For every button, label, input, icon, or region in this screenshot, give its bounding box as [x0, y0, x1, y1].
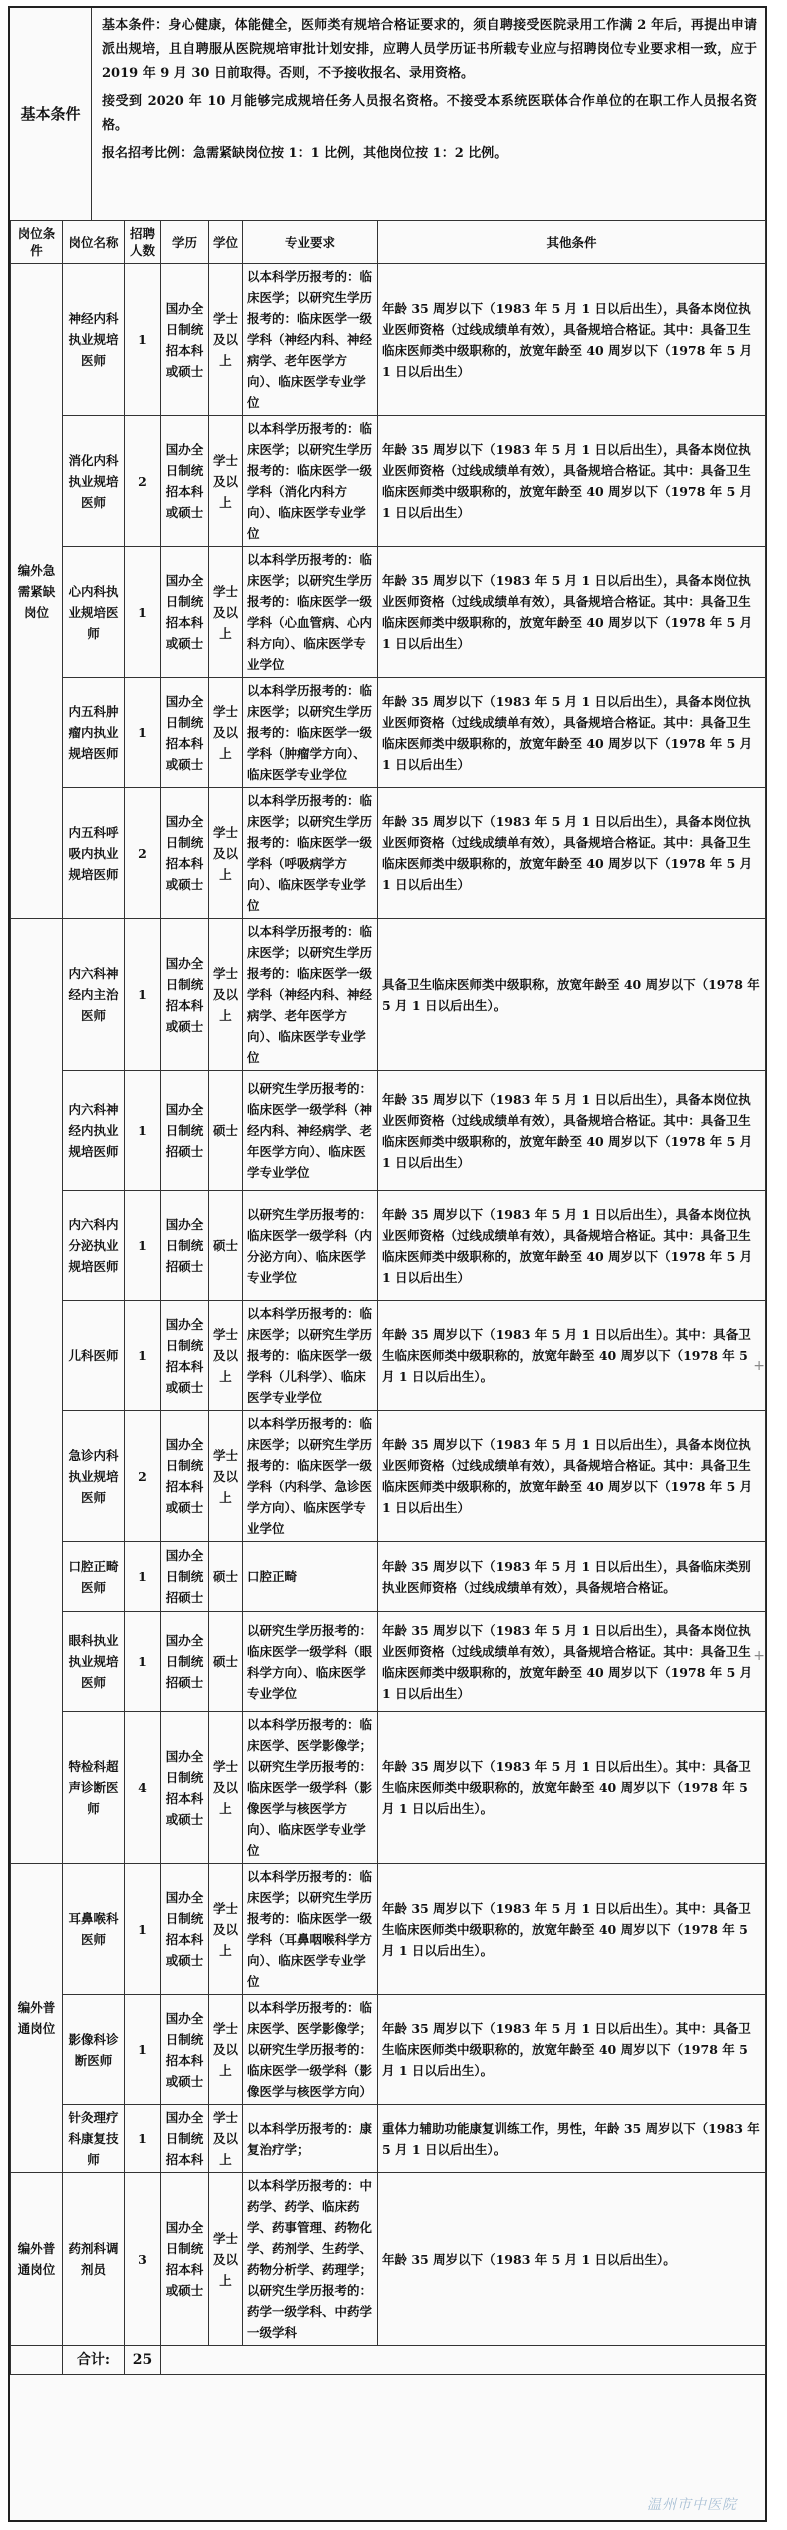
cell-major: 以本科学历报考的：中药学、药学、临床药学、药事管理、药物化学、药剂学、生药学、药物分析学、药理学；以研究生学历报考的：药学一级学科、中药学一级学科 [243, 2173, 378, 2346]
table-row [11, 264, 766, 416]
cell-other: 年龄 35 周岁以下（1983 年 5 月 1 日以后出生），具备本岗位执业医师资格（过线成绩单有效），具备规培合格证。其中：具备卫生临床医师类中级职称的，放宽年龄至 40 周岁以下（1978 年 5 月 1 日以后出生） [378, 264, 766, 416]
cell-name: 针灸理疗科康复技师 [63, 2105, 125, 2173]
basic-conditions-text [102, 14, 757, 170]
header-count: 招聘人数 [125, 221, 161, 264]
cell-other: 具备卫生临床医师类中级职称，放宽年龄至 40 周岁以下（1978 年 5 月 1 日以后出生）。 [378, 919, 766, 1071]
cell-count: 1 [125, 1995, 161, 2105]
cell-count: 1 [125, 1191, 161, 1301]
cell-degree: 学士及以上 [209, 678, 243, 788]
cell-major: 以本科学历报考的：临床医学、医学影像学；以研究生学历报考的：临床医学一级学科（影像医学与核医学方向）、临床医学专业学位 [243, 1712, 378, 1864]
total-label: 合计: [63, 2346, 125, 2375]
cell-name: 口腔正畸医师 [63, 1542, 125, 1612]
basic-paragraph: 接受到 2020 年 10 月能够完成规培任务人员报名资格。不接受本系统医联体合作单位的在职工作人员报名资格。 [102, 94, 757, 133]
table-row [11, 1542, 766, 1612]
cell-other: 年龄 35 周岁以下（1983 年 5 月 1 日以后出生）。其中：具备卫生临床医师类中级职称的，放宽年龄至 40 周岁以下（1978 年 5 月 1 日以后出生）。 [378, 1995, 766, 2105]
cell-other: 年龄 35 周岁以下（1983 年 5 月 1 日以后出生）。其中：具备卫生临床医师类中级职称的，放宽年龄至 40 周岁以下（1978 年 5 月 1 日以后出生）。 [378, 1301, 766, 1411]
cell-other: 重体力辅助功能康复训练工作，男性，年龄 35 周岁以下（1983 年 5 月 1 日以后出生）。 [378, 2105, 766, 2173]
cell-major: 以本科学历报考的：临床医学；以研究生学历报考的：临床医学一级学科（呼吸病学方向）、临床医学专业学位 [243, 788, 378, 919]
group-label: 编外普通岗位 [11, 2173, 63, 2346]
cell-count: 2 [125, 1411, 161, 1542]
cell-name: 急诊内科执业规培医师 [63, 1411, 125, 1542]
cell-degree: 学士及以上 [209, 416, 243, 547]
cell-edu: 国办全日制统招本科或硕士 [161, 547, 209, 678]
cell-other: 年龄 35 周岁以下（1983 年 5 月 1 日以后出生）。其中：具备卫生临床医师类中级职称的，放宽年龄至 40 周岁以下（1978 年 5 月 1 日以后出生）。 [378, 1864, 766, 1995]
cell-major: 以本科学历报考的：临床医学；以研究生学历报考的：临床医学一级学科（神经内科、神经病学、老年医学方向）、临床医学专业学位 [243, 264, 378, 416]
basic-conditions-block [10, 8, 765, 221]
cell-degree: 学士及以上 [209, 2105, 243, 2173]
cell-edu: 国办全日制统招本科或硕士 [161, 919, 209, 1071]
group-continuation [11, 919, 63, 1864]
header-edu: 学历 [161, 221, 209, 264]
cell-major: 以本科学历报考的：临床医学；以研究生学历报考的：临床医学一级学科（心血管病、心内科方向）、临床医学专业学位 [243, 547, 378, 678]
cell-count: 1 [125, 1864, 161, 1995]
table-row [11, 1612, 766, 1712]
cell-degree: 学士及以上 [209, 1411, 243, 1542]
cell-name: 心内科执业规培医师 [63, 547, 125, 678]
basic-conditions-label: 基本条件 [10, 8, 92, 220]
cell-count: 1 [125, 678, 161, 788]
cell-degree: 学士及以上 [209, 919, 243, 1071]
cell-count: 3 [125, 2173, 161, 2346]
cell-major: 以研究生学历报考的：临床医学一级学科（内分泌方向）、临床医学专业学位 [243, 1191, 378, 1301]
basic-paragraph: 基本条件：身心健康，体能健全，医师类有规培合格证要求的，须自聘接受医院录用工作满 2 年后，再提出申请派出规培，且自聘服从医院规培审批计划安排，应聘人员学历证书所载专业应与招聘岗位专业要求相一致，应于 2019 年 9 月 30 日前取得。否则，不予接收报名、录用资格。 [102, 18, 757, 81]
table-row [11, 2105, 766, 2173]
table-row [11, 2173, 766, 2346]
cell-degree: 学士及以上 [209, 1301, 243, 1411]
cell-major: 以本科学历报考的：临床医学；以研究生学历报考的：临床医学一级学科（耳鼻咽喉科学方向）、临床医学专业学位 [243, 1864, 378, 1995]
cell-count: 1 [125, 1071, 161, 1191]
basic-paragraph: 报名招考比例：急需紧缺岗位按 1：1 比例，其他岗位按 1：2 比例。 [102, 146, 508, 161]
header-degree: 学位 [209, 221, 243, 264]
header-name: 岗位名称 [63, 221, 125, 264]
cell-major: 以本科学历报考的：临床医学、医学影像学；以研究生学历报考的：临床医学一级学科（影像医学与核医学方向） [243, 1995, 378, 2105]
group-label: 编外普通岗位 [11, 1864, 63, 2173]
cell-degree: 学士及以上 [209, 1712, 243, 1864]
group-label: 编外急需紧缺岗位 [11, 264, 63, 919]
header-major: 专业要求 [243, 221, 378, 264]
cell-name: 内六科神经内执业规培医师 [63, 1071, 125, 1191]
cell-count: 2 [125, 416, 161, 547]
cell-name: 影像科诊断医师 [63, 1995, 125, 2105]
cell-other: 年龄 35 周岁以下（1983 年 5 月 1 日以后出生），具备本岗位执业医师资格（过线成绩单有效），具备规培合格证。其中：具备卫生临床医师类中级职称的，放宽年龄至 40 周岁以下（1978 年 5 月 1 日以后出生） [378, 788, 766, 919]
cell-other: 年龄 35 周岁以下（1983 年 5 月 1 日以后出生）。其中：具备卫生临床医师类中级职称的，放宽年龄至 40 周岁以下（1978 年 5 月 1 日以后出生）。 [378, 1712, 766, 1864]
cell-edu: 国办全日制统招本科或硕士 [161, 1301, 209, 1411]
cell-edu: 国办全日制统招本科或硕士 [161, 264, 209, 416]
cell-degree: 学士及以上 [209, 1995, 243, 2105]
cell-edu: 国办全日制统招硕士 [161, 1542, 209, 1612]
cell-degree: 学士及以上 [209, 547, 243, 678]
cell-edu: 国办全日制统招本科 [161, 2105, 209, 2173]
cell-major: 口腔正畸 [243, 1542, 378, 1612]
cell-other: 年龄 35 周岁以下（1983 年 5 月 1 日以后出生），具备本岗位执业医师资格（过线成绩单有效），具备规培合格证。其中：具备卫生临床医师类中级职称的，放宽年龄至 40 周岁以下（1978 年 5 月 1 日以后出生） [378, 416, 766, 547]
cell-count: 1 [125, 1542, 161, 1612]
cell-other: 年龄 35 周岁以下（1983 年 5 月 1 日以后出生），具备本岗位执业医师资格（过线成绩单有效），具备规培合格证。其中：具备卫生临床医师类中级职称的，放宽年龄至 40 周岁以下（1978 年 5 月 1 日以后出生） [378, 1071, 766, 1191]
positions-table [10, 220, 766, 2375]
cell-count: 1 [125, 2105, 161, 2173]
cell-name: 内六科神经内主治医师 [63, 919, 125, 1071]
cell-edu: 国办全日制统招本科或硕士 [161, 416, 209, 547]
table-row [11, 1995, 766, 2105]
cell-other: 年龄 35 周岁以下（1983 年 5 月 1 日以后出生），具备临床类别执业医师资格（过线成绩单有效），具备规培合格证。 [378, 1542, 766, 1612]
table-row [11, 1191, 766, 1301]
cell-name: 神经内科执业规培医师 [63, 264, 125, 416]
cell-degree: 学士及以上 [209, 788, 243, 919]
table-row [11, 1864, 766, 1995]
cell-edu: 国办全日制统招本科或硕士 [161, 1864, 209, 1995]
cell-other: 年龄 35 周岁以下（1983 年 5 月 1 日以后出生）。 [378, 2173, 766, 2346]
cell-degree: 学士及以上 [209, 2173, 243, 2346]
table-row [11, 416, 766, 547]
table-row [11, 1411, 766, 1542]
cell-major: 以研究生学历报考的：临床医学一级学科（神经内科、神经病学、老年医学方向）、临床医学专业学位 [243, 1071, 378, 1191]
cell-edu: 国办全日制统招硕士 [161, 1612, 209, 1712]
table-header-row [11, 221, 766, 264]
cell-name: 特检科超声诊断医师 [63, 1712, 125, 1864]
cell-major: 以本科学历报考的：康复治疗学； [243, 2105, 378, 2173]
cell-count: 2 [125, 788, 161, 919]
cell-name: 消化内科执业规培医师 [63, 416, 125, 547]
cell-degree: 学士及以上 [209, 1864, 243, 1995]
cell-other: 年龄 35 周岁以下（1983 年 5 月 1 日以后出生），具备本岗位执业医师资格（过线成绩单有效），具备规培合格证。其中：具备卫生临床医师类中级职称的，放宽年龄至 40 周岁以下（1978 年 5 月 1 日以后出生） [378, 1191, 766, 1301]
document-scan [8, 6, 767, 2522]
cell-edu: 国办全日制统招硕士 [161, 1071, 209, 1191]
table-row [11, 1712, 766, 1864]
cell-edu: 国办全日制统招本科或硕士 [161, 1411, 209, 1542]
cell-count: 1 [125, 264, 161, 416]
table-row [11, 547, 766, 678]
cell-edu: 国办全日制统招硕士 [161, 1191, 209, 1301]
cell-edu: 国办全日制统招本科或硕士 [161, 1712, 209, 1864]
total-value: 25 [125, 2346, 161, 2375]
cell-count: 1 [125, 1301, 161, 1411]
cell-name: 儿科医师 [63, 1301, 125, 1411]
cell-other: 年龄 35 周岁以下（1983 年 5 月 1 日以后出生），具备本岗位执业医师资格（过线成绩单有效），具备规培合格证。其中：具备卫生临床医师类中级职称的，放宽年龄至 40 周岁以下（1978 年 5 月 1 日以后出生） [378, 678, 766, 788]
table-row [11, 678, 766, 788]
cell-name: 内五科肿瘤内执业规培医师 [63, 678, 125, 788]
cell-major: 以本科学历报考的：临床医学；以研究生学历报考的：临床医学一级学科（内科学、急诊医学方向）、临床医学专业学位 [243, 1411, 378, 1542]
expand-plus-icon: + [753, 1648, 765, 1664]
total-row [11, 2346, 766, 2375]
cell-other: 年龄 35 周岁以下（1983 年 5 月 1 日以后出生），具备本岗位执业医师资格（过线成绩单有效），具备规培合格证。其中：具备卫生临床医师类中级职称的，放宽年龄至 40 周岁以下（1978 年 5 月 1 日以后出生） [378, 1612, 766, 1712]
table-row [11, 1301, 766, 1411]
cell-major: 以研究生学历报考的：临床医学一级学科（眼科学方向）、临床医学专业学位 [243, 1612, 378, 1712]
cell-edu: 国办全日制统招本科或硕士 [161, 788, 209, 919]
cell-edu: 国办全日制统招本科或硕士 [161, 2173, 209, 2346]
cell-name: 耳鼻喉科医师 [63, 1864, 125, 1995]
cell-degree: 硕士 [209, 1612, 243, 1712]
header-other: 其他条件 [378, 221, 766, 264]
cell-name: 内五科呼吸内执业规培医师 [63, 788, 125, 919]
cell-major: 以本科学历报考的：临床医学；以研究生学历报考的：临床医学一级学科（神经内科、神经病学、老年医学方向）、临床医学专业学位 [243, 919, 378, 1071]
cell-other: 年龄 35 周岁以下（1983 年 5 月 1 日以后出生），具备本岗位执业医师资格（过线成绩单有效），具备规培合格证。其中：具备卫生临床医师类中级职称的，放宽年龄至 40 周岁以下（1978 年 5 月 1 日以后出生） [378, 1411, 766, 1542]
total-empty [161, 2346, 766, 2375]
table-row [11, 1071, 766, 1191]
cell-degree: 硕士 [209, 1191, 243, 1301]
cell-count: 1 [125, 1612, 161, 1712]
cell-degree: 硕士 [209, 1071, 243, 1191]
cell-major: 以本科学历报考的：临床医学；以研究生学历报考的：临床医学一级学科（肿瘤学方向）、临床医学专业学位 [243, 678, 378, 788]
cell-name: 内六科内分泌执业规培医师 [63, 1191, 125, 1301]
cell-edu: 国办全日制统招本科或硕士 [161, 1995, 209, 2105]
cell-degree: 学士及以上 [209, 264, 243, 416]
cell-count: 4 [125, 1712, 161, 1864]
cell-major: 以本科学历报考的：临床医学；以研究生学历报考的：临床医学一级学科（儿科学）、临床医学专业学位 [243, 1301, 378, 1411]
cell-name: 眼科执业执业规培医师 [63, 1612, 125, 1712]
cell-major: 以本科学历报考的：临床医学；以研究生学历报考的：临床医学一级学科（消化内科方向）、临床医学专业学位 [243, 416, 378, 547]
cell-name: 药剂科调剂员 [63, 2173, 125, 2346]
expand-plus-icon: + [753, 1358, 765, 1374]
cell-degree: 硕士 [209, 1542, 243, 1612]
table-row [11, 788, 766, 919]
cell-count: 1 [125, 547, 161, 678]
cell-other: 年龄 35 周岁以下（1983 年 5 月 1 日以后出生），具备本岗位执业医师资格（过线成绩单有效），具备规培合格证。其中：具备卫生临床医师类中级职称的，放宽年龄至 40 周岁以下（1978 年 5 月 1 日以后出生） [378, 547, 766, 678]
table-row [11, 919, 766, 1071]
watermark-logo: 温州市中医院 [647, 2497, 737, 2513]
header-cond: 岗位条件 [11, 221, 63, 264]
total-spacer [11, 2346, 63, 2375]
cell-edu: 国办全日制统招本科或硕士 [161, 678, 209, 788]
cell-count: 1 [125, 919, 161, 1071]
